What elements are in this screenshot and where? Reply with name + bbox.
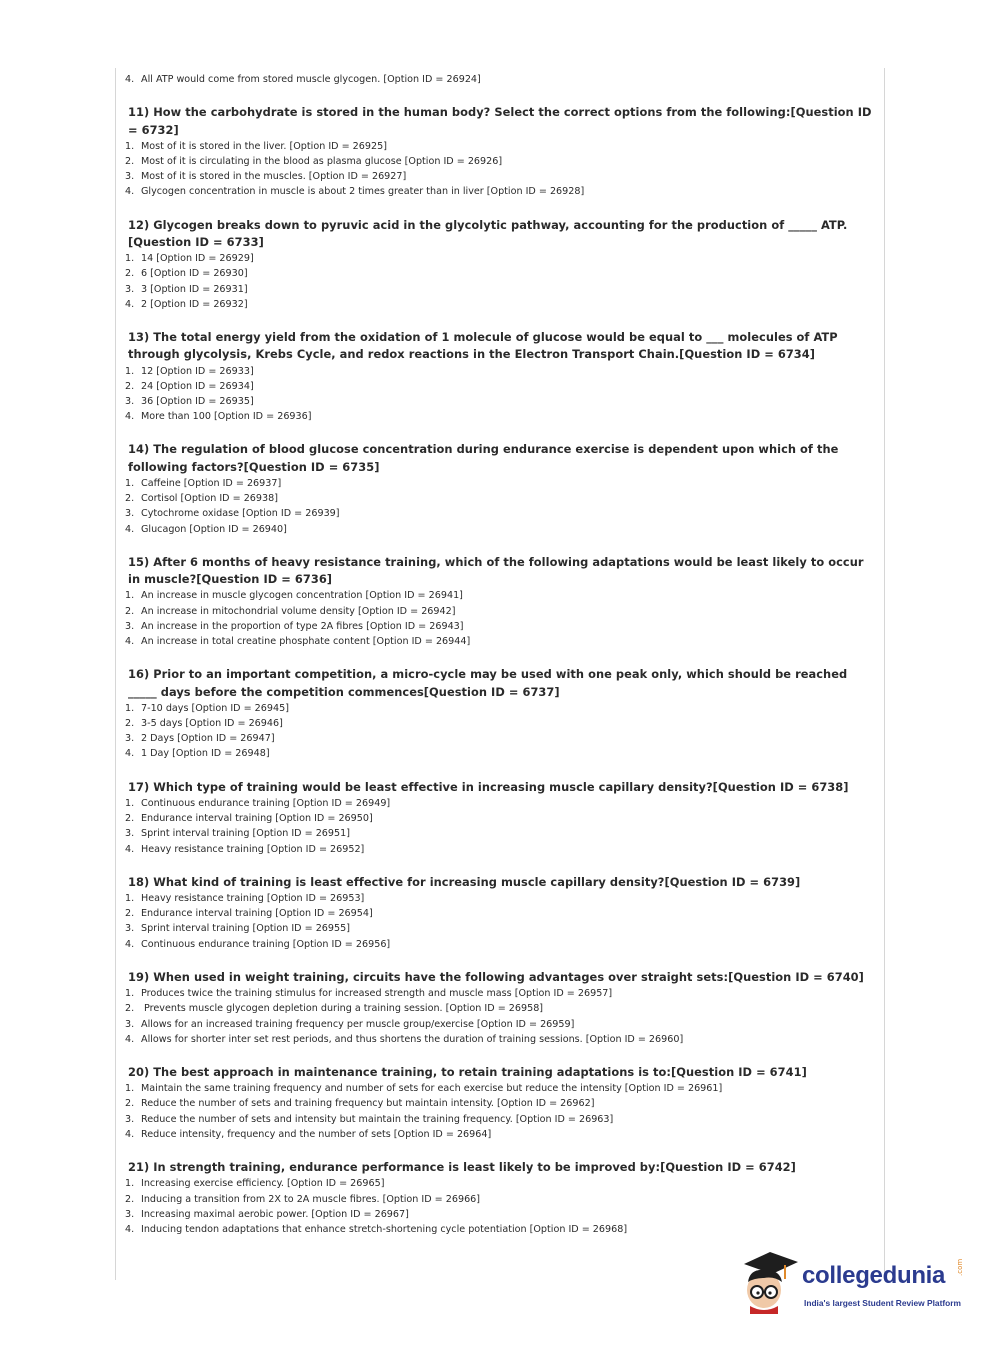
option-number: 1. xyxy=(125,1178,135,1190)
option-item xyxy=(125,701,875,716)
option-number: 3. xyxy=(125,283,135,295)
option-item xyxy=(125,1192,875,1207)
question-block xyxy=(125,874,875,952)
option-number: 4. xyxy=(125,1033,135,1045)
option-item xyxy=(125,1207,875,1222)
option-number: 3. xyxy=(125,171,135,183)
option-item xyxy=(125,826,875,841)
question-block xyxy=(125,969,875,1047)
question-block xyxy=(125,1064,875,1142)
option-item xyxy=(125,139,875,154)
option-text: Glucagon [Option ID = 26940] xyxy=(141,523,287,535)
option-item xyxy=(125,169,875,184)
option-number: 2. xyxy=(125,1098,135,1110)
option-text: 24 [Option ID = 26934] xyxy=(141,380,254,392)
option-text: Increasing maximal aerobic power. [Option ID = 26967] xyxy=(141,1208,409,1220)
option-text: 7-10 days [Option ID = 26945] xyxy=(141,702,289,714)
option-text: An increase in muscle glycogen concentration [Option ID = 26941] xyxy=(141,590,463,602)
option-number: 4. xyxy=(125,411,135,423)
option-number: 4. xyxy=(125,843,135,855)
option-item xyxy=(125,604,875,619)
option-number: 4. xyxy=(125,748,135,760)
question-title: 16) Prior to an important competition, a micro-cycle may be used with one peak only, which should be reached _____ days before the competition commences[Question ID = 6737] xyxy=(128,667,848,699)
option-text: Heavy resistance training [Option ID = 26953] xyxy=(141,893,365,905)
question-block xyxy=(125,779,875,857)
option-item xyxy=(125,184,875,199)
option-text: 14 [Option ID = 26929] xyxy=(141,253,254,265)
option-number: 3. xyxy=(125,1018,135,1030)
option-text: Allows for shorter inter set rest periods, and thus shortens the duration of training sessions. [Option ID = 26960] xyxy=(141,1033,684,1045)
option-item xyxy=(125,986,875,1001)
option-text: Reduce intensity, frequency and the number of sets [Option ID = 26964] xyxy=(141,1128,492,1140)
option-number: 2. xyxy=(125,908,135,920)
option-number: 1. xyxy=(125,478,135,490)
option-item xyxy=(125,937,875,952)
option-item xyxy=(125,619,875,634)
option-item xyxy=(125,491,875,506)
option-text: Cortisol [Option ID = 26938] xyxy=(141,493,278,505)
option-number: 1. xyxy=(125,590,135,602)
option-number: 3. xyxy=(125,396,135,408)
logo-tagline: India's largest Student Review Platform xyxy=(804,1298,961,1308)
option-item xyxy=(125,906,875,921)
option-text: Increasing exercise efficiency. [Option ID = 26965] xyxy=(141,1178,385,1190)
option-number: 1. xyxy=(125,365,135,377)
option-text: Glycogen concentration in muscle is about 2 times greater than in liver [Option ID = 26928] xyxy=(141,186,585,198)
option-item xyxy=(125,716,875,731)
option-number: 2. xyxy=(125,605,135,617)
option-text: 3-5 days [Option ID = 26946] xyxy=(141,718,283,730)
option-item xyxy=(125,1032,875,1047)
question-block xyxy=(125,666,875,761)
option-text: Cytochrome oxidase [Option ID = 26939] xyxy=(141,508,340,520)
question-title: 18) What kind of training is least effective for increasing muscle capillary density?[Question ID = 6739] xyxy=(128,874,801,889)
question-block xyxy=(125,217,875,312)
option-number: 1. xyxy=(125,988,135,1000)
option-number: 2. xyxy=(125,813,135,825)
option-number: 2. xyxy=(125,156,135,167)
option-item xyxy=(125,921,875,936)
option-text: 12 [Option ID = 26933] xyxy=(141,365,254,377)
option-item xyxy=(125,251,875,266)
option-item xyxy=(125,1096,875,1111)
option-number: 3. xyxy=(125,733,135,745)
option-text: More than 100 [Option ID = 26936] xyxy=(141,411,312,423)
option-item xyxy=(125,746,875,761)
option-text: Produces twice the training stimulus for increased strength and muscle mass [Option ID = 26957] xyxy=(141,988,613,1000)
option-number: 2. xyxy=(125,1003,135,1015)
option-text: Most of it is circulating in the blood as plasma glucose [Option ID = 26926] xyxy=(141,156,503,167)
page-border-right xyxy=(884,68,885,1280)
option-text: 6 [Option ID = 26930] xyxy=(141,268,248,280)
option-number: 1. xyxy=(125,797,135,809)
option-number: 3. xyxy=(125,923,135,935)
question-title: 14) The regulation of blood glucose concentration during endurance exercise is dependent upon which of the following factors?[Question ID = 6735] xyxy=(128,442,839,474)
option-number: 2. xyxy=(125,380,135,392)
option-text: 3 [Option ID = 26931] xyxy=(141,283,248,295)
option-item xyxy=(125,409,875,424)
option-item xyxy=(125,1001,875,1016)
option-number: 4. xyxy=(125,938,135,950)
option-item xyxy=(125,796,875,811)
option-number: 1. xyxy=(125,140,135,152)
question-block xyxy=(125,1159,875,1237)
option-item xyxy=(125,394,875,409)
option-text: Allows for an increased training frequency per muscle group/exercise [Option ID = 26959] xyxy=(141,1018,575,1030)
option-item xyxy=(125,1017,875,1032)
option-text: Reduce the number of sets and intensity but maintain the training frequency. [Option ID = 26963] xyxy=(141,1113,614,1125)
option-text: Continuous endurance training [Option ID = 26949] xyxy=(141,797,391,809)
option-text: Caffeine [Option ID = 26937] xyxy=(141,478,282,490)
option-text: Most of it is stored in the liver. [Option ID = 26925] xyxy=(141,140,387,152)
option-text: Sprint interval training [Option ID = 26951] xyxy=(141,828,350,840)
option-item xyxy=(125,379,875,394)
option-number: 3. xyxy=(125,1208,135,1220)
carryover-option xyxy=(125,72,875,87)
option-number: 2. xyxy=(125,1193,135,1205)
option-text: 2 Days [Option ID = 26947] xyxy=(141,733,275,745)
option-item xyxy=(125,297,875,312)
option-item xyxy=(125,522,875,537)
question-block xyxy=(125,441,875,536)
option-text: An increase in mitochondrial volume density [Option ID = 26942] xyxy=(141,605,456,617)
option-text: Continuous endurance training [Option ID = 26956] xyxy=(141,938,391,950)
option-text: An increase in the proportion of type 2A fibres [Option ID = 26943] xyxy=(141,620,464,632)
option-item xyxy=(125,266,875,281)
option-item xyxy=(125,731,875,746)
option-number: 1. xyxy=(125,702,135,714)
option-item xyxy=(125,154,875,169)
question-title: 20) The best approach in maintenance training, to retain training adaptations is to:[Question ID = 6741] xyxy=(128,1064,807,1079)
logo-wordmark: collegedunia xyxy=(802,1262,946,1289)
option-text: Prevents muscle glycogen depletion during a training session. [Option ID = 26958] xyxy=(141,1003,544,1015)
option-number: 2. xyxy=(125,493,135,505)
question-block xyxy=(125,329,875,424)
option-text: Most of it is stored in the muscles. [Option ID = 26927] xyxy=(141,171,407,183)
option-number: 4. xyxy=(125,186,135,198)
mascot-icon xyxy=(740,1248,802,1314)
option-text: 1 Day [Option ID = 26948] xyxy=(141,748,270,760)
option-item xyxy=(125,1176,875,1191)
question-title: 12) Glycogen breaks down to pyruvic acid in the glycolytic pathway, accounting for the production of _____ ATP.[Question ID = 6733] xyxy=(128,217,848,249)
question-title: 19) When used in weight training, circuits have the following advantages over straight sets:[Question ID = 6740] xyxy=(128,969,864,984)
option-item xyxy=(125,1127,875,1142)
option-number: 4. xyxy=(125,298,135,310)
option-number: 4. xyxy=(125,636,135,648)
option-number: 1. xyxy=(125,253,135,265)
question-block xyxy=(125,554,875,649)
option-number: 1. xyxy=(125,893,135,905)
option-number: 1. xyxy=(125,1083,135,1095)
option-number: 2. xyxy=(125,268,135,280)
option-item xyxy=(125,506,875,521)
option-text: Reduce the number of sets and training frequency but maintain intensity. [Option ID = 26962] xyxy=(141,1098,595,1110)
question-title: 17) Which type of training would be least effective in increasing muscle capillary density?[Question ID = 6738] xyxy=(128,779,849,794)
option-item xyxy=(125,1112,875,1127)
option-item xyxy=(125,1081,875,1096)
option-item xyxy=(125,364,875,379)
option-text: Maintain the same training frequency and number of sets for each exercise but reduce the intensity [Option ID = 26961] xyxy=(141,1083,723,1095)
option-number: 4. xyxy=(125,74,135,85)
option-item xyxy=(125,891,875,906)
option-item xyxy=(125,476,875,491)
question-title: 15) After 6 months of heavy resistance training, which of the following adaptations would be least likely to occur in muscle?[Question ID = 6736] xyxy=(128,554,864,587)
question-title: 21) In strength training, endurance performance is least likely to be improved by:[Question ID = 6742] xyxy=(128,1160,796,1175)
option-text: Endurance interval training [Option ID = 26954] xyxy=(141,908,373,920)
option-number: 4. xyxy=(125,523,135,535)
option-number: 3. xyxy=(125,508,135,520)
option-text: Inducing tendon adaptations that enhance stretch-shortening cycle potentiation [Option ID = 26968] xyxy=(141,1223,628,1235)
option-number: 2. xyxy=(125,718,135,730)
option-text: All ATP would come from stored muscle glycogen. [Option ID = 26924] xyxy=(141,74,481,85)
option-number: 3. xyxy=(125,828,135,840)
option-text: Inducing a transition from 2X to 2A muscle fibres. [Option ID = 26966] xyxy=(141,1193,481,1205)
option-item xyxy=(125,842,875,857)
option-text: 36 [Option ID = 26935] xyxy=(141,396,254,408)
option-text: 2 [Option ID = 26932] xyxy=(141,298,248,310)
option-number: 4. xyxy=(125,1128,135,1140)
option-number: 4. xyxy=(125,1223,135,1235)
option-item xyxy=(125,811,875,826)
option-text: Sprint interval training [Option ID = 26955] xyxy=(141,923,350,935)
question-list xyxy=(125,72,875,1237)
option-item xyxy=(125,282,875,297)
option-item xyxy=(125,588,875,603)
option-number: 3. xyxy=(125,1113,135,1125)
question-title: 11) How the carbohydrate is stored in the human body? Select the correct options from the following:[Question ID = 6732] xyxy=(128,105,872,137)
option-number: 3. xyxy=(125,620,135,632)
collegedunia-logo xyxy=(740,1248,970,1318)
option-item xyxy=(125,1222,875,1237)
logo-suffix: .com xyxy=(956,1258,964,1276)
question-block xyxy=(125,104,875,199)
option-text: Endurance interval training [Option ID = 26950] xyxy=(141,813,373,825)
option-text: An increase in total creatine phosphate content [Option ID = 26944] xyxy=(141,636,471,648)
option-item xyxy=(125,634,875,649)
page-border-left xyxy=(115,68,116,1280)
option-text: Heavy resistance training [Option ID = 26952] xyxy=(141,843,365,855)
question-title: 13) The total energy yield from the oxidation of 1 molecule of glucose would be equal to ___ molecules of ATP through glycolysis, Krebs Cycle, and redox reactions in the Electron Transport Chain.[Question ID = 6734] xyxy=(128,330,838,362)
